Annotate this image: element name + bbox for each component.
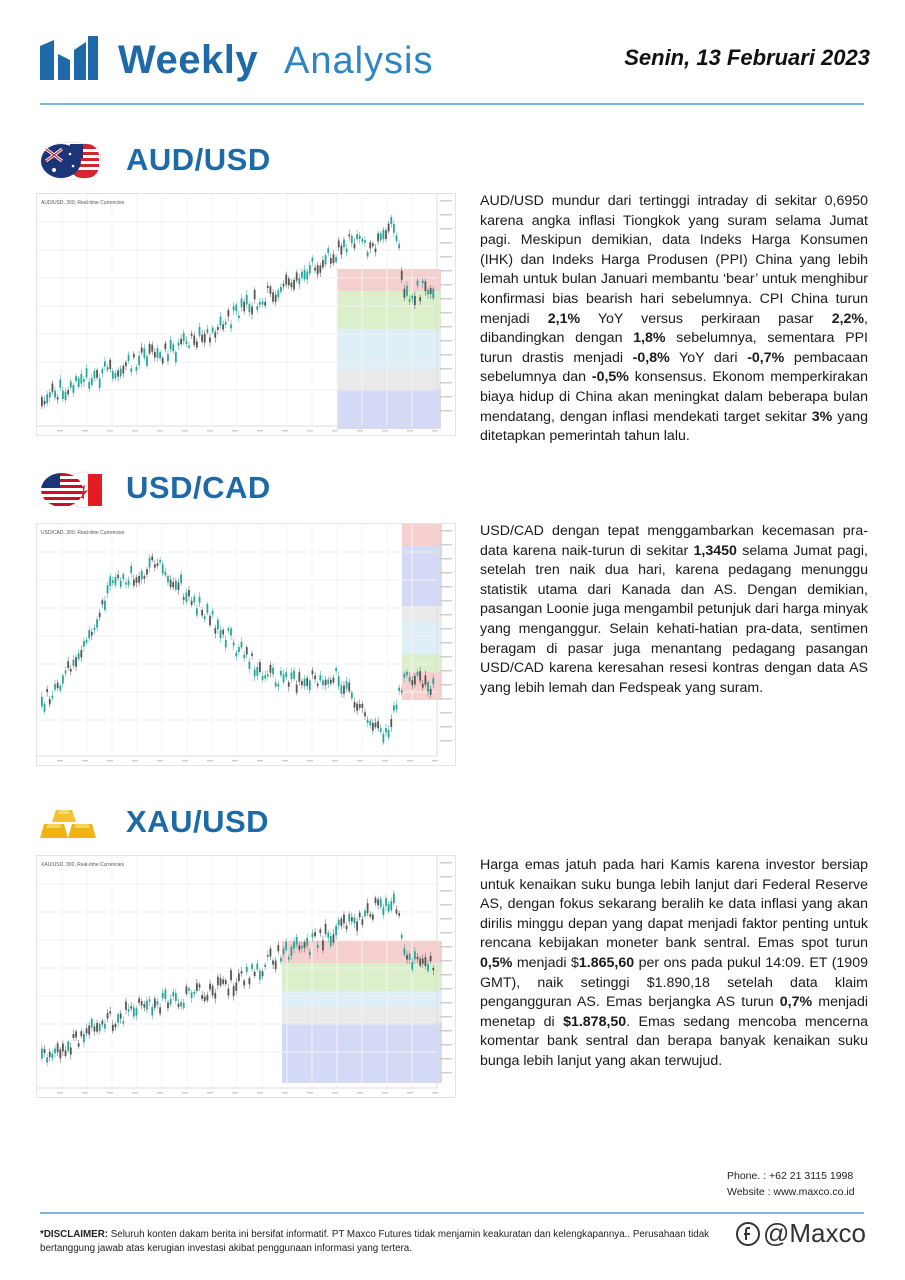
- social-handle-text: @Maxco: [763, 1218, 866, 1248]
- contact-info: [727, 1168, 855, 1200]
- aud-usd-chart: [36, 193, 456, 436]
- australia-usa-flag-icon: [40, 138, 102, 184]
- xau-usd-chart: [36, 855, 456, 1098]
- facebook-icon: [735, 1220, 761, 1248]
- page-header: [40, 32, 870, 92]
- xau-usd-title: XAU/USD: [126, 804, 270, 839]
- social-handle[interactable]: [735, 1218, 866, 1249]
- usd-cad-paragraph: USD/CAD dengan tepat menggambarkan kecemasan pra-data karena naik-turun di sekitar 1,3450 selama Jumat pagi, setelah tren naik dua hari, karena pedagang menunggu statistik utama dari Kanada dan AS. Dengan demikian, pasangan Loonie juga mengambil petunjuk dari harga minyak yang menganggur. Selain kehati-hatian pra-data, sentimen beragam di pasar juga menantang pedagang pasangan USD/CAD karena keresahan resesi kontras dengan data AS yang lebih lemah dan Fedspeak yang suram.: [480, 523, 868, 696]
- chart-caption: AUD/USD, 300, Real-time Currencies: [41, 200, 125, 206]
- header-divider: [40, 103, 864, 105]
- usa-canada-flag-icon: [40, 466, 104, 514]
- usd-cad-header: [40, 466, 340, 516]
- title-weekly: Weekly: [118, 38, 259, 82]
- footer-divider: [40, 1212, 864, 1214]
- usd-cad-chart: [36, 523, 456, 766]
- aud-usd-title: AUD/USD: [126, 142, 271, 177]
- bar-chart-logo-icon: [40, 36, 98, 80]
- contact-phone: Phone. : +62 21 3115 1998: [727, 1170, 854, 1182]
- report-date: Senin, 13 Februari 2023: [624, 45, 870, 70]
- chart-caption: USD/CAD, 300, Real-time Currencies: [41, 530, 125, 536]
- usd-cad-title: USD/CAD: [126, 470, 271, 505]
- xau-usd-header: [40, 800, 340, 850]
- title-analysis: Analysis: [284, 40, 434, 82]
- aud-usd-paragraph: AUD/USD mundur dari tertinggi intraday di sekitar 0,6950 karena angka inflasi Tiongkok yang suram selama Jumat pagi. Meskipun demikian, data Indeks Harga Konsumen (IHK) dan Indeks Harga Produsen (PPI) China yang lebih lemah untuk bulan Januari membantu ‘bear’ untuk menghibur konfirmasi bias bearish hari sebelumnya. CPI China turun menjadi 2,1% YoY versus perkiraan pasar 2,2%, dibandingkan dengan 1,8% sebelumnya, sementara PPI turun drastis menjadi -0,8% YoY dari -0,7% pembacaan sebelumnya dan -0,5% konsensus. Ekonom memperkirakan biaya hidup di China akan meningkat dalam beberapa bulan mendatang, dengan inflasi mendekati target sekitar 3% yang ditetapkan pemerintah tahun lalu.: [480, 193, 869, 445]
- xau-usd-paragraph: Harga emas jatuh pada hari Kamis karena investor bersiap untuk kenaikan suku bunga lebih lanjut dari Federal Reserve AS, dengan fokus sekarang beralih ke data inflasi yang akan dirilis minggu depan yang dapat menjadi faktor penting untuk rencana kebijakan moneter bank sentral. Emas spot turun 0,5% menjadi $1.865,60 per ons pada pukul 14:09. ET (1909 GMT), naik setinggi $1.890,18 setelah data klaim pengangguran AS. Emas berjangka AS turun 0,7% menjadi menetap di $1.878,50. Emas sedang mencoba mencerna komentar bank sentral dan berapa banyak kenaikan suku bunga lebih lanjut yang akan terwujud.: [480, 857, 868, 1069]
- gold-bars-icon: [40, 800, 102, 844]
- contact-website[interactable]: Website : www.maxco.co.id: [727, 1186, 855, 1198]
- aud-usd-header: [40, 138, 340, 188]
- disclaimer: *DISCLAIMER: Seluruh konten dakam berita ini bersifat informatif. PT Maxco Futures tidak menjamin keakuratan dan kelengkapannya.. Perusahaan tidak bertanggung jawab atas kerugian investasi akibat penggunaan informasi yang tertera.: [40, 1229, 710, 1254]
- chart-caption: XAU/USD, 300, Real-time Currencies: [41, 862, 125, 868]
